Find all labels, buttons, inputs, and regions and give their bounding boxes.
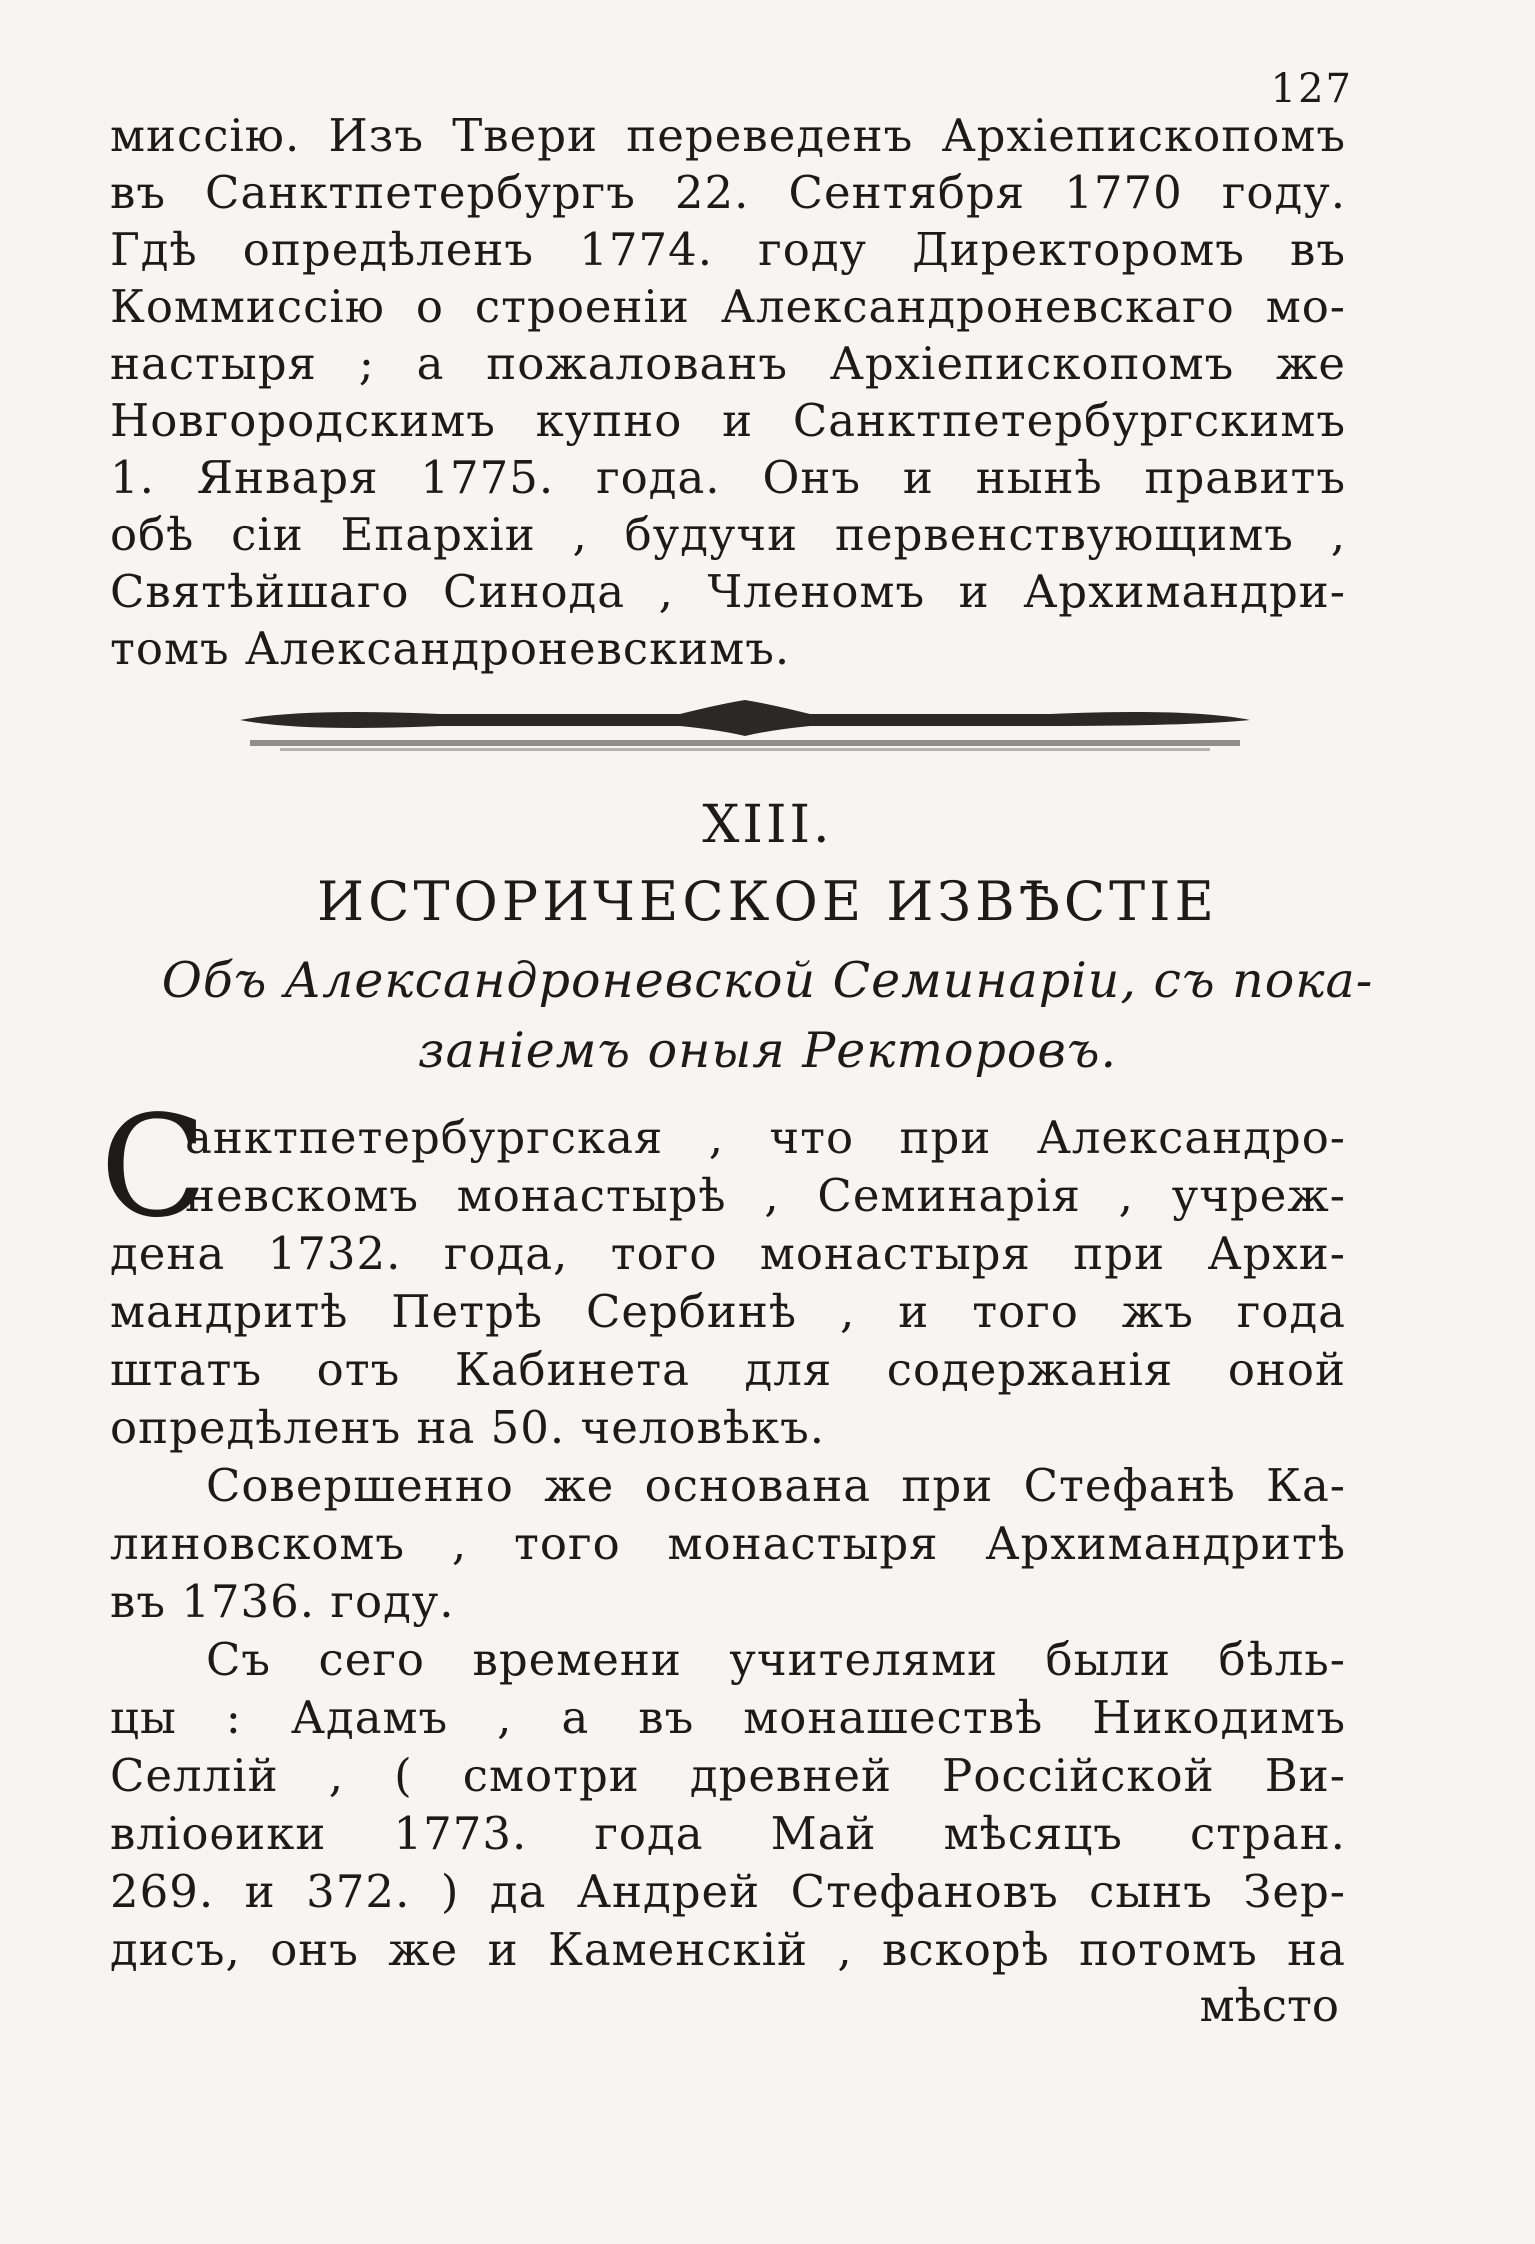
- text-line: дена 1732. года, того монастыря при Архи-: [110, 1227, 1346, 1280]
- text-line: мандритѣ Петрѣ Сербинѣ , и того жъ года: [110, 1285, 1346, 1338]
- text-line: цы : Адамъ , а въ монашествѣ Никодимъ: [110, 1691, 1346, 1744]
- section-subtitle: заніемъ оныя Ректоровъ.: [417, 1022, 1118, 1079]
- text-line: томъ Александроневскимъ.: [110, 622, 791, 675]
- section-title: ИСТОРИЧЕСКОЕ ИЗВѢСТІЕ: [317, 870, 1218, 933]
- text-line: въ Санктпетербургъ 22. Сентября 1770 году.: [110, 166, 1346, 219]
- text-line: обѣ сіи Епархіи , будучи первенствующимъ ,: [110, 508, 1346, 561]
- text-line: линовскомъ , того монастыря Архимандритѣ: [110, 1517, 1346, 1570]
- page-number: 127: [1270, 66, 1353, 112]
- text-line: Гдѣ опредѣленъ 1774. году Директоромъ въ: [110, 223, 1346, 276]
- text-line: въ 1736. году.: [110, 1575, 455, 1628]
- text-line: 269. и 372. ) да Андрей Стефановъ сынъ Зер-: [110, 1865, 1346, 1918]
- text-line: невскомъ монастырѣ , Семинарія , учреж-: [185, 1169, 1346, 1222]
- catchword: мѣсто: [1199, 1979, 1339, 2032]
- text-line: дисъ, онъ же и Каменскій , вскорѣ потомъ на: [110, 1923, 1346, 1976]
- text-line: настыря ; а пожалованъ Архіепископомъ же: [110, 337, 1346, 390]
- text-line: опредѣленъ на 50. человѣкъ.: [110, 1401, 826, 1454]
- text-line: Селлій , ( смотри древней Россійской Ви-: [110, 1749, 1346, 1802]
- ornamental-divider: [240, 700, 1250, 758]
- section-number: XIII.: [702, 795, 833, 855]
- text-line: Съ сего времени учителями были бѣль-: [206, 1633, 1346, 1686]
- text-line: анктпетербургская , что при Александро-: [185, 1111, 1346, 1164]
- text-line: Коммиссію о строеніи Александроневскаго мо-: [110, 280, 1346, 333]
- text-line: вліоѳики 1773. года Май мѣсяцъ стран.: [110, 1807, 1346, 1860]
- text-line: штатъ отъ Кабинета для содержанія оной: [110, 1343, 1346, 1396]
- section-subtitle: Объ Александроневской Семинаріи, съ пока-: [161, 952, 1374, 1009]
- text-line: Святѣйшаго Синода , Членомъ и Архимандри-: [110, 565, 1346, 618]
- text-line: Новгородскимъ купно и Санктпетербургскимъ: [110, 394, 1346, 447]
- drop-cap: С: [100, 1086, 208, 1249]
- text-line: 1. Января 1775. года. Онъ и нынѣ правитъ: [110, 451, 1346, 504]
- text-line: Совершенно же основана при Стефанѣ Ка-: [206, 1459, 1346, 1512]
- text-line: миссію. Изъ Твери переведенъ Архіепископомъ: [110, 109, 1346, 162]
